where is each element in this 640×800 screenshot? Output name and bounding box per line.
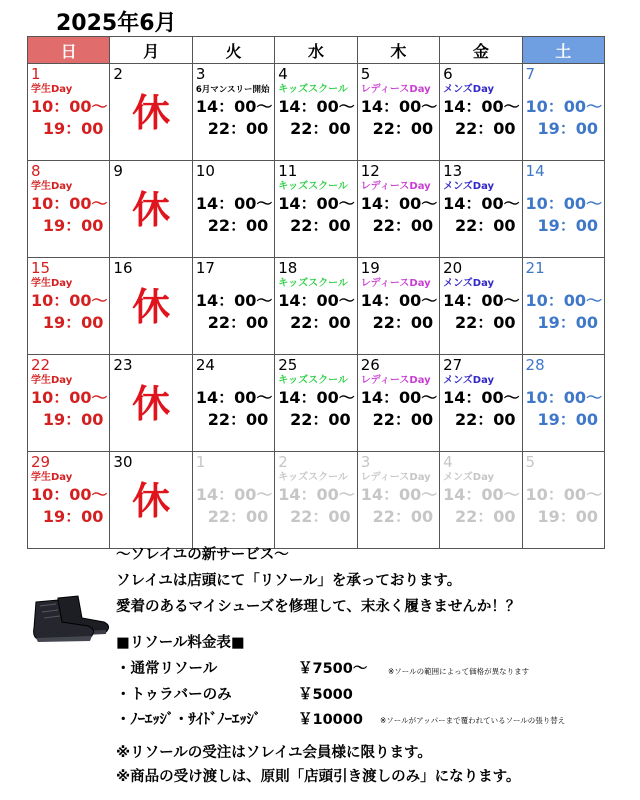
close-time: 22：00 bbox=[290, 313, 351, 332]
service-line-2: 愛着のあるマイシューズを修理して、末永く履きませんか！？ bbox=[116, 599, 521, 615]
close-time: 22：00 bbox=[372, 507, 434, 526]
open-time: 10：00〜 bbox=[525, 97, 603, 116]
mens-day-label: メンズDay bbox=[443, 472, 495, 483]
open-time: 14：00〜 bbox=[278, 291, 355, 310]
open-time: 14：00〜 bbox=[360, 291, 438, 310]
day-cell bbox=[110, 64, 192, 161]
close-time: 22：00 bbox=[290, 507, 351, 526]
open-time: 14：00〜 bbox=[278, 97, 355, 116]
day-cell bbox=[440, 258, 522, 355]
mens-day-label: メンズDay bbox=[443, 278, 495, 289]
open-time: 14：00〜 bbox=[443, 388, 520, 407]
kids-school-label: キッズスクール bbox=[278, 181, 348, 192]
ladies-day-label: レディースDay bbox=[360, 181, 431, 192]
open-time: 14：00〜 bbox=[360, 97, 438, 116]
open-time: 10：00〜 bbox=[525, 194, 603, 213]
price-item-note: ※ソールがアッパーまで覆われているソールの張り替え bbox=[380, 716, 566, 725]
closed-mark: 休 bbox=[132, 479, 171, 523]
day-number: 5 bbox=[360, 65, 371, 83]
close-time: 22：00 bbox=[207, 119, 269, 138]
day-number: 19 bbox=[360, 259, 380, 277]
day-cell bbox=[275, 161, 357, 258]
day-cell bbox=[275, 452, 357, 549]
price-item-name: ・ﾉｰｴｯｼﾞ・ｻｲﾄﾞﾉｰｴｯｼﾞ bbox=[116, 712, 261, 728]
open-time: 10：00〜 bbox=[31, 291, 108, 310]
calendar-table bbox=[27, 36, 605, 549]
kids-school-label: キッズスクール bbox=[278, 84, 348, 95]
close-time: 22：00 bbox=[372, 313, 434, 332]
student-day-label: 学生Day bbox=[31, 375, 73, 386]
day-cell bbox=[192, 355, 274, 452]
weekday-sunday: 日 bbox=[28, 37, 110, 64]
weekday-friday: 金 bbox=[440, 37, 522, 64]
price-item-name: ・トゥラバーのみ bbox=[116, 687, 232, 703]
open-time: 14：00〜 bbox=[278, 194, 355, 213]
day-number: 15 bbox=[31, 259, 51, 277]
price-table-heading: ■リソール料金表■ bbox=[116, 635, 245, 651]
mens-day-label: メンズDay bbox=[443, 375, 495, 386]
student-day-label: 学生Day bbox=[31, 181, 73, 192]
day-number: 1 bbox=[195, 453, 206, 471]
day-cell bbox=[28, 355, 110, 452]
close-time: 22：00 bbox=[372, 119, 434, 138]
day-number: 12 bbox=[360, 162, 380, 180]
open-time: 10：00〜 bbox=[525, 485, 603, 504]
day-number: 4 bbox=[278, 65, 288, 83]
closed-mark: 休 bbox=[132, 285, 171, 329]
close-time: 22：00 bbox=[290, 119, 351, 138]
open-time: 10：00〜 bbox=[525, 388, 603, 407]
close-time: 19：00 bbox=[537, 313, 598, 332]
service-heading: 〜ソレイユの新サービス〜 bbox=[116, 547, 289, 563]
calendar-week bbox=[28, 161, 605, 258]
calendar-week bbox=[28, 452, 605, 549]
close-time: 19：00 bbox=[537, 410, 598, 429]
day-cell bbox=[110, 452, 192, 549]
day-cell bbox=[275, 64, 357, 161]
calendar-week bbox=[28, 64, 605, 161]
day-number: 14 bbox=[525, 162, 545, 180]
day-cell bbox=[28, 64, 110, 161]
student-day-label: 学生Day bbox=[31, 84, 73, 95]
day-number: 2 bbox=[278, 453, 288, 471]
kids-school-label: キッズスクール bbox=[278, 472, 348, 483]
day-cell bbox=[110, 161, 192, 258]
weekday-wednesday: 水 bbox=[275, 37, 357, 64]
ladies-day-label: レディースDay bbox=[360, 375, 431, 386]
day-cell bbox=[357, 355, 439, 452]
weekday-tuesday: 火 bbox=[192, 37, 274, 64]
price-item-name: ・通常リソール bbox=[116, 661, 218, 677]
day-cell bbox=[440, 452, 522, 549]
day-number: 28 bbox=[525, 356, 545, 374]
ladies-day-label: レディースDay bbox=[360, 278, 431, 289]
open-time: 14：00〜 bbox=[195, 97, 273, 116]
day-cell bbox=[357, 161, 439, 258]
day-cell bbox=[192, 64, 274, 161]
day-cell bbox=[522, 258, 604, 355]
day-number: 2 bbox=[113, 65, 123, 83]
student-day-label: 学生Day bbox=[31, 278, 73, 289]
day-number: 11 bbox=[278, 162, 298, 180]
open-time: 14：00〜 bbox=[195, 291, 273, 310]
open-time: 14：00〜 bbox=[443, 291, 520, 310]
open-time: 14：00〜 bbox=[195, 194, 273, 213]
close-time: 22：00 bbox=[207, 313, 269, 332]
close-time: 22：00 bbox=[372, 410, 434, 429]
monthly-start-label: 6月マンスリー開始 bbox=[195, 85, 270, 95]
day-number: 18 bbox=[278, 259, 298, 277]
weekday-saturday: 土 bbox=[522, 37, 604, 64]
close-time: 19：00 bbox=[42, 119, 104, 138]
open-time: 14：00〜 bbox=[443, 97, 520, 116]
close-time: 19：00 bbox=[42, 410, 104, 429]
day-cell bbox=[110, 355, 192, 452]
day-number: 5 bbox=[525, 453, 536, 471]
calendar-week bbox=[28, 258, 605, 355]
day-cell bbox=[192, 452, 274, 549]
day-cell bbox=[275, 258, 357, 355]
open-time: 14：00〜 bbox=[360, 194, 438, 213]
open-time: 14：00〜 bbox=[360, 388, 438, 407]
close-time: 22：00 bbox=[372, 216, 434, 235]
service-line-1: ソレイユは店頭にて「リソール」を承っております。 bbox=[116, 573, 462, 589]
shoe-illustration bbox=[18, 588, 114, 642]
close-time: 22：00 bbox=[454, 507, 516, 526]
day-number: 23 bbox=[113, 356, 133, 374]
day-number: 27 bbox=[443, 356, 463, 374]
day-cell bbox=[28, 161, 110, 258]
kids-school-label: キッズスクール bbox=[278, 375, 348, 386]
open-time: 14：00〜 bbox=[443, 485, 520, 504]
mens-day-label: メンズDay bbox=[443, 181, 495, 192]
close-time: 22：00 bbox=[207, 410, 269, 429]
price-item-price: ￥7500〜 bbox=[298, 661, 368, 677]
day-cell bbox=[440, 64, 522, 161]
close-time: 22：00 bbox=[207, 507, 269, 526]
day-number: 3 bbox=[195, 65, 206, 83]
closed-mark: 休 bbox=[132, 91, 171, 135]
day-number: 22 bbox=[31, 356, 51, 374]
footer-note-1: ※リソールの受注はソレイユ会員様に限ります。 bbox=[116, 745, 432, 761]
ladies-day-label: レディースDay bbox=[360, 472, 431, 483]
day-number: 13 bbox=[443, 162, 463, 180]
day-number: 8 bbox=[31, 162, 41, 180]
mens-day-label: メンズDay bbox=[443, 84, 495, 95]
close-time: 22：00 bbox=[290, 410, 351, 429]
price-item-price: ￥5000 bbox=[298, 687, 353, 703]
open-time: 14：00〜 bbox=[195, 485, 273, 504]
close-time: 19：00 bbox=[42, 313, 104, 332]
day-cell bbox=[522, 161, 604, 258]
close-time: 19：00 bbox=[42, 216, 104, 235]
day-cell bbox=[440, 161, 522, 258]
close-time: 22：00 bbox=[454, 216, 516, 235]
day-number: 17 bbox=[195, 259, 215, 277]
day-number: 10 bbox=[195, 162, 215, 180]
price-item-note: ※ソールの範囲によって価格が異なります bbox=[388, 667, 530, 676]
close-time: 22：00 bbox=[454, 410, 516, 429]
open-time: 14：00〜 bbox=[360, 485, 438, 504]
ladies-day-label: レディースDay bbox=[360, 84, 431, 95]
price-item-price: ￥10000 bbox=[298, 712, 363, 728]
kids-school-label: キッズスクール bbox=[278, 278, 348, 289]
open-time: 10：00〜 bbox=[31, 97, 108, 116]
day-cell bbox=[28, 452, 110, 549]
close-time: 19：00 bbox=[537, 216, 598, 235]
calendar-title: 2025年6月 bbox=[56, 11, 177, 36]
footer-note-2: ※商品の受け渡しは、原則「店頭引き渡しのみ」になります。 bbox=[116, 769, 521, 785]
open-time: 10：00〜 bbox=[31, 388, 108, 407]
open-time: 10：00〜 bbox=[31, 194, 108, 213]
open-time: 14：00〜 bbox=[443, 194, 520, 213]
open-time: 10：00〜 bbox=[525, 291, 603, 310]
day-number: 30 bbox=[113, 453, 133, 471]
day-number: 3 bbox=[360, 453, 371, 471]
day-cell bbox=[522, 355, 604, 452]
day-cell bbox=[275, 355, 357, 452]
day-cell bbox=[192, 161, 274, 258]
open-time: 14：00〜 bbox=[278, 485, 355, 504]
close-time: 22：00 bbox=[290, 216, 351, 235]
day-number: 24 bbox=[195, 356, 215, 374]
close-time: 22：00 bbox=[454, 119, 516, 138]
day-cell bbox=[440, 355, 522, 452]
day-cell bbox=[28, 258, 110, 355]
open-time: 14：00〜 bbox=[195, 388, 273, 407]
day-cell bbox=[522, 452, 604, 549]
day-number: 21 bbox=[525, 259, 545, 277]
day-cell bbox=[357, 452, 439, 549]
day-cell bbox=[357, 64, 439, 161]
day-number: 16 bbox=[113, 259, 133, 277]
close-time: 19：00 bbox=[537, 507, 598, 526]
close-time: 22：00 bbox=[207, 216, 269, 235]
day-number: 26 bbox=[360, 356, 380, 374]
close-time: 22：00 bbox=[454, 313, 516, 332]
calendar-week bbox=[28, 355, 605, 452]
weekday-header-row bbox=[28, 37, 605, 64]
day-number: 7 bbox=[525, 65, 536, 83]
day-cell bbox=[357, 258, 439, 355]
weekday-thursday: 木 bbox=[357, 37, 439, 64]
day-cell bbox=[110, 258, 192, 355]
day-number: 20 bbox=[443, 259, 463, 277]
closed-mark: 休 bbox=[132, 188, 171, 232]
day-cell bbox=[192, 258, 274, 355]
day-number: 6 bbox=[443, 65, 453, 83]
open-time: 10：00〜 bbox=[31, 485, 108, 504]
student-day-label: 学生Day bbox=[31, 472, 73, 483]
day-number: 9 bbox=[113, 162, 123, 180]
closed-mark: 休 bbox=[132, 382, 171, 426]
day-cell bbox=[522, 64, 604, 161]
weekday-monday: 月 bbox=[110, 37, 192, 64]
day-number: 25 bbox=[278, 356, 298, 374]
open-time: 14：00〜 bbox=[278, 388, 355, 407]
day-number: 1 bbox=[31, 65, 41, 83]
day-number: 29 bbox=[31, 453, 51, 471]
day-number: 4 bbox=[443, 453, 453, 471]
close-time: 19：00 bbox=[42, 507, 104, 526]
close-time: 19：00 bbox=[537, 119, 598, 138]
